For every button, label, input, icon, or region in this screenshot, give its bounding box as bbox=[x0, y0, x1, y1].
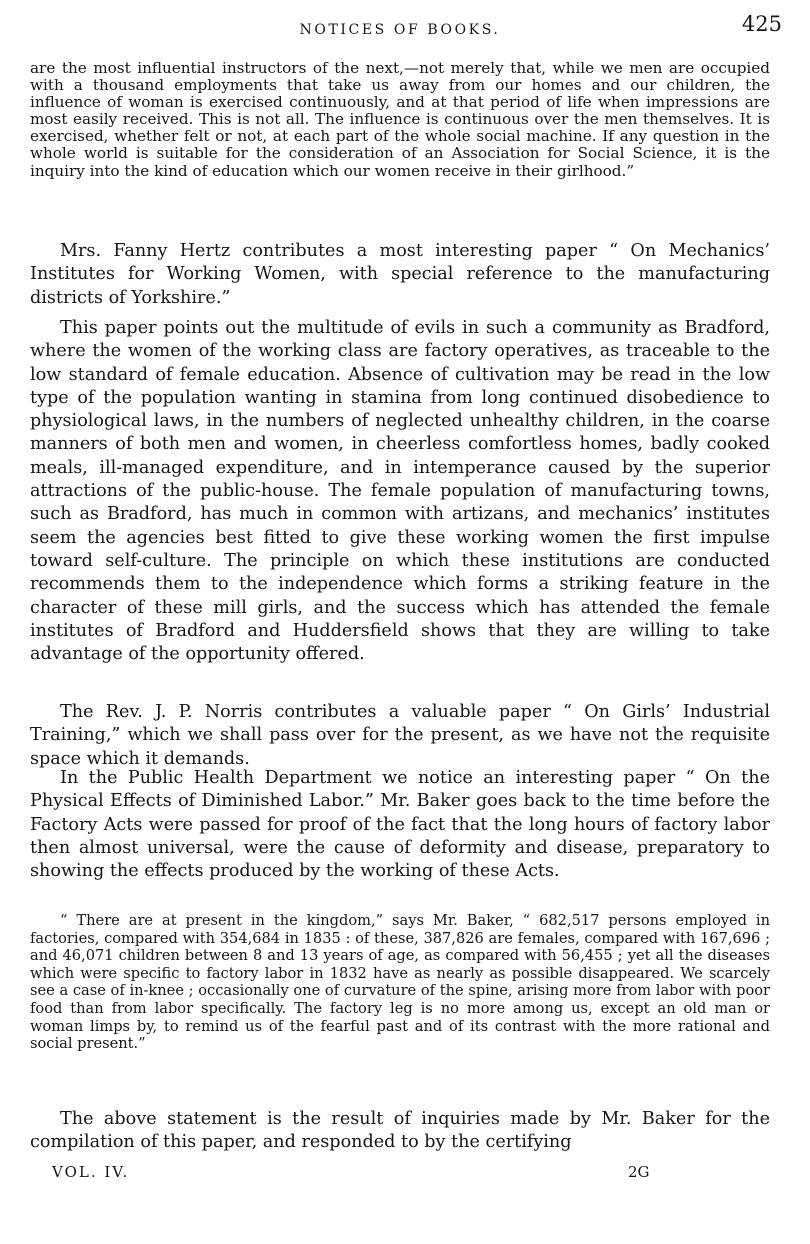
signature-mark: 2G bbox=[628, 1163, 650, 1181]
running-head bbox=[30, 12, 782, 52]
volume-label: VOL. IV. bbox=[52, 1163, 130, 1181]
paragraph-hertz: Mrs. Fanny Hertz contributes a most interesting paper “ On Mechanics’ Institutes for Working Women, with special reference to the manufacturing districts of Yorkshire.” bbox=[30, 241, 770, 308]
page-footer bbox=[30, 1163, 770, 1187]
paragraph-bradford: This paper points out the multitude of evils in such a community as Bradford, where the women of the working class are factory operatives, as traceable to the low standard of female education. Absence of cultivation may be read in the low type of the population wanting in stamina from long continued disobedience to physiological laws, in the numbers of neglected unhealthy children, in the coarse manners of both men and women, in cheerless comfortless homes, badly cooked meals, ill-managed expenditure, and in intemperance caused by the superior attractions of the public-house. The female population of manufacturing towns, such as Bradford, has much in common with artizans, and mechanics’ institutes seem the agencies best fitted to give these working women the first impulse toward self-culture. The principle on which these institutions are conducted recommends them to the independence which forms a striking feature in the character of these mill girls, and the success which has attended the female institutes of Bradford and Huddersfield shows that they are willing to take advantage of the opportunity offered. bbox=[30, 318, 770, 665]
block-quote-baker: “ There are at present in the kingdom,” says Mr. Baker, “ 682,517 persons employed in factories, compared with 354,684 in 1835 : of these, 387,826 are females, compared with 167,696 ; and 46,071 children between 8 and 13 years of age, as compared with 56,455 ; yet all the diseases which were specific to factory labor in 1832 have as nearly as possible disappeared. We scarcely see a case of in-knee ; occasionally one of curvature of the spine, arising more from labor with poor food than from labor specifically. The factory leg is no more among us, except an old man or woman limps by, to remind us of the fearful past and of its contrast with the more rational and social present.” bbox=[30, 912, 770, 1053]
paragraph-norris: The Rev. J. P. Norris contributes a valuable paper “ On Girls’ Industrial Training,” which we shall pass over for the present, as we have not the requisite space which it demands. bbox=[30, 702, 770, 769]
page-number: 425 bbox=[741, 12, 782, 36]
block-quote-girlhood: are the most influential instructors of the next,—not merely that, while we men are occupied with a thousand employments that take us away from our homes and our children, the influence of woman is exercised continuously, and at that period of life when impressions are most easily received. This is not all. The influence is continuous over the men themselves. It is exercised, whether felt or not, at each part of the whole social machine. If any question in the whole world is suitable for the consideration of an Association for Social Science, it is the inquiry into the kind of education which our women receive in their girlhood.” bbox=[30, 59, 770, 180]
running-title: NOTICES OF BOOKS. bbox=[299, 22, 501, 38]
paragraph-closing: The above statement is the result of inquiries made by Mr. Baker for the compilation of this paper, and responded to by the certifying bbox=[30, 1109, 770, 1153]
paragraph-public-health: In the Public Health Department we notice an interesting paper “ On the Physical Effects of Diminished Labor.” Mr. Baker goes back to the time before the Factory Acts were passed for proof of the fact that the long hours of factory labor then almost universal, were the cause of deformity and disease, preparatory to showing the effects produced by the working of these Acts. bbox=[30, 768, 770, 882]
